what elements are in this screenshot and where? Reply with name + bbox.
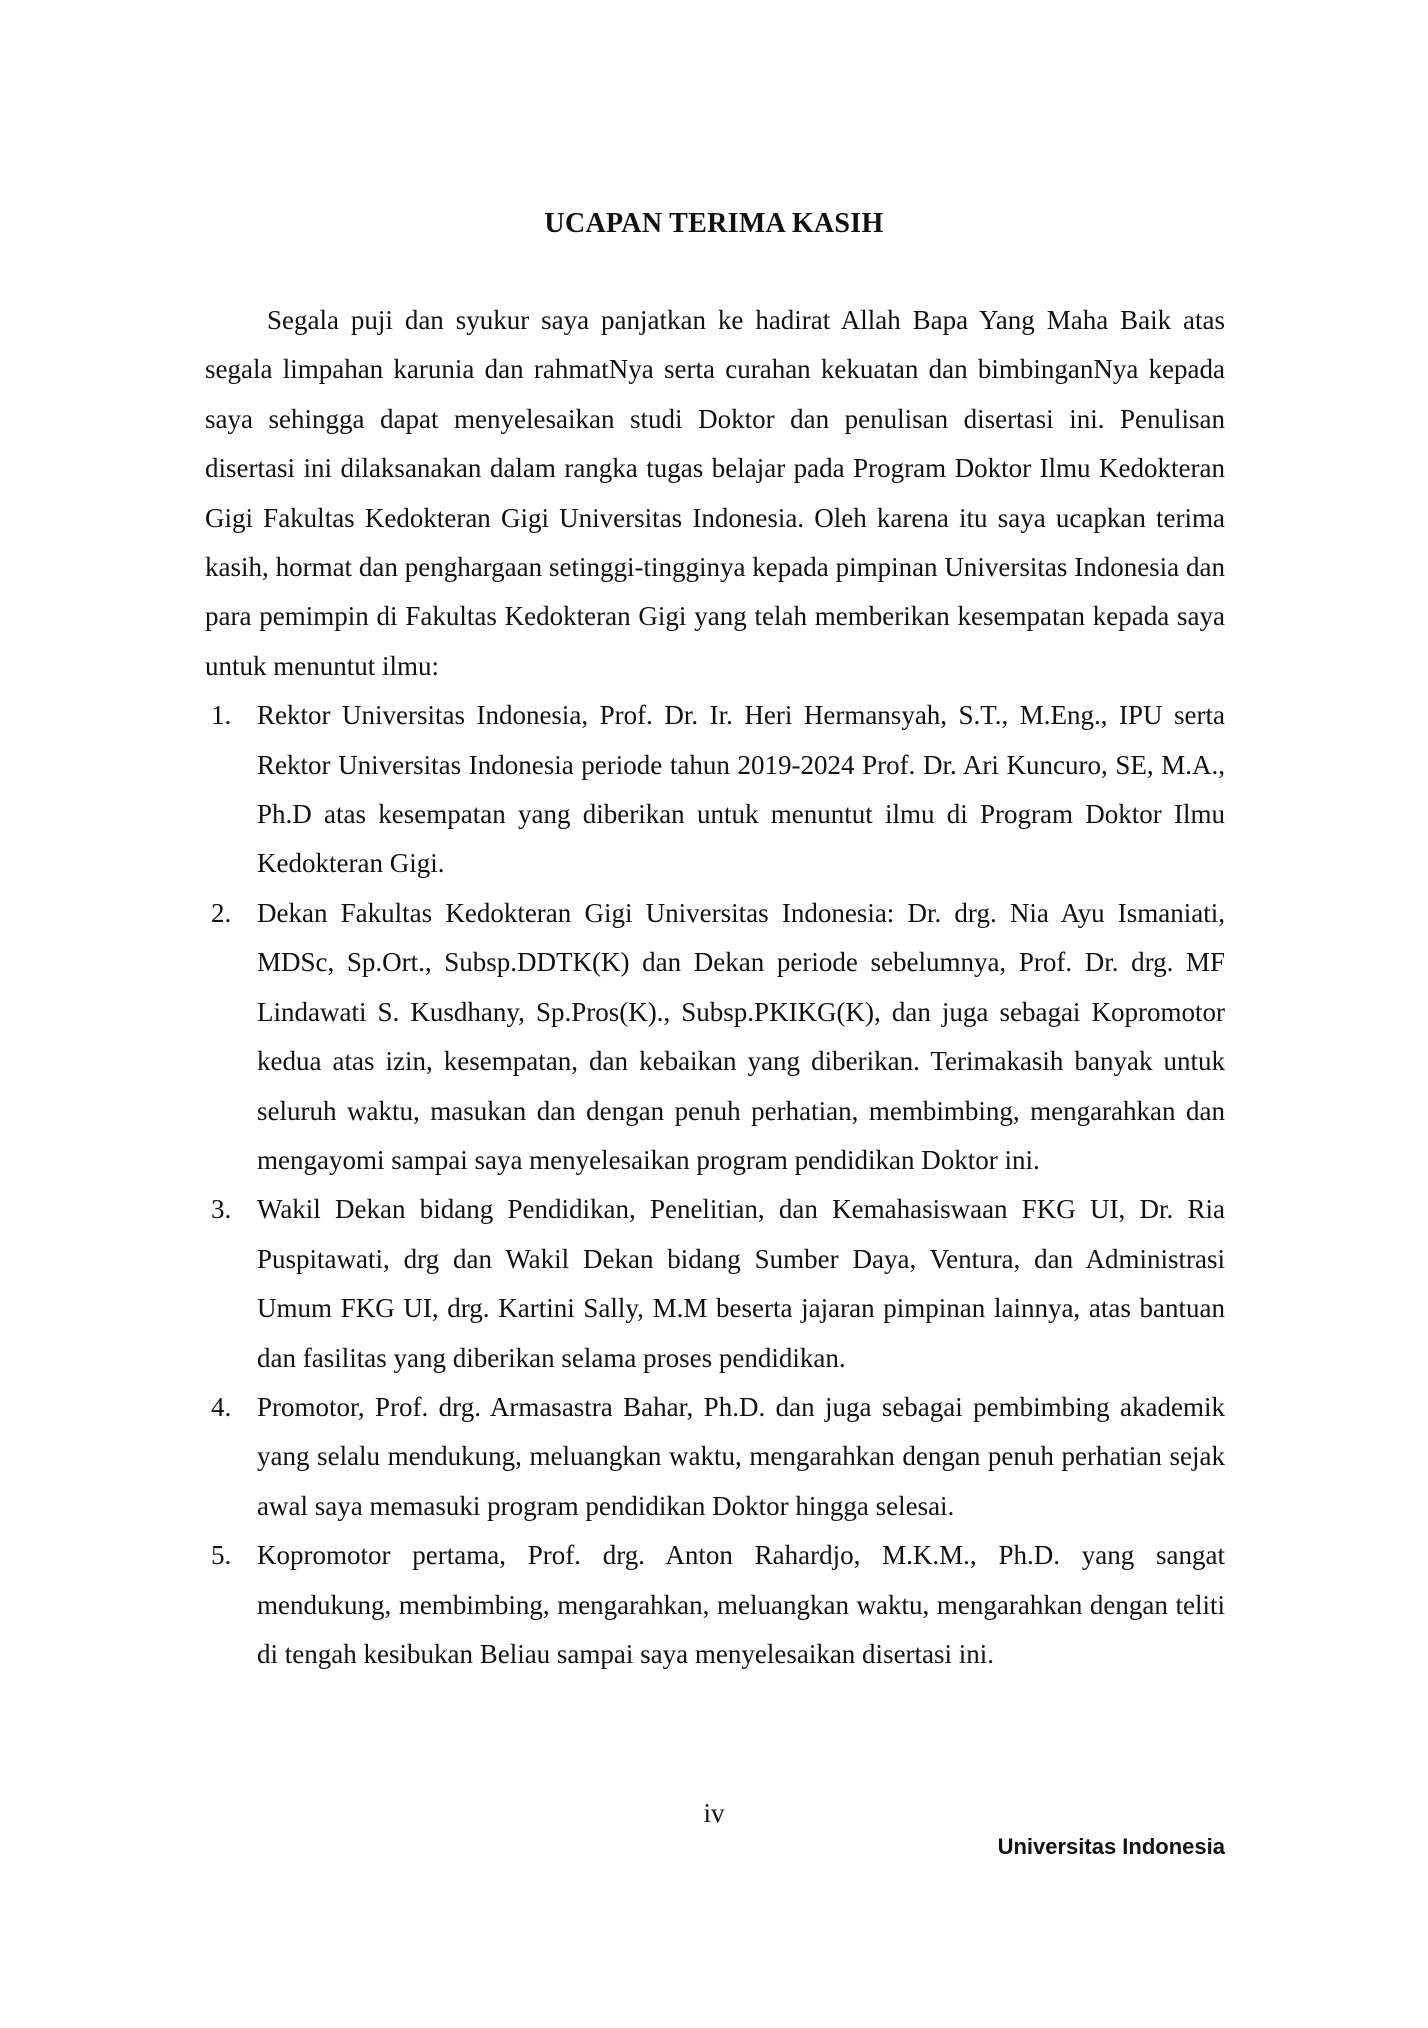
list-item-number: 5.	[211, 1540, 232, 1571]
list-item	[205, 1531, 1225, 1679]
acknowledgement-list	[205, 691, 1225, 1679]
acknowledgement-body	[205, 296, 1225, 1679]
list-item-number: 1.	[211, 700, 232, 731]
page-title: UCAPAN TERIMA KASIH	[544, 208, 884, 239]
list-item-number: 2.	[211, 897, 232, 928]
list-item	[205, 889, 1225, 1185]
list-item-text: Wakil Dekan bidang Pendidikan, Penelitian, dan Kemahasiswaan FKG UI, Dr. Ria Puspitawati, drg dan Wakil Dekan bidang Sumber Daya, Ventura, dan Administrasi Umum FKG UI, drg. Kartini Sally, M.M beserta jajaran pimpinan lainnya, atas bantuan dan fasilitas yang diberikan selama proses pendidikan.	[257, 1194, 1225, 1373]
list-item	[205, 1383, 1225, 1531]
list-item-text: Rektor Universitas Indonesia, Prof. Dr. Ir. Heri Hermansyah, S.T., M.Eng., IPU serta Rektor Universitas Indonesia periode tahun 2019-2024 Prof. Dr. Ari Kuncuro, SE, M.A., Ph.D atas kesempatan yang diberikan untuk menuntut ilmu di Program Doktor Ilmu Kedokteran Gigi.	[257, 700, 1225, 879]
list-item-number: 3.	[211, 1194, 232, 1225]
page-number: iv	[703, 1798, 725, 1828]
intro-paragraph: Segala puji dan syukur saya panjatkan ke hadirat Allah Bapa Yang Maha Baik atas segala limpahan karunia dan rahmatNya serta curahan kekuatan dan bimbinganNya kepada saya sehingga dapat menyelesaikan studi Doktor dan penulisan disertasi ini. Penulisan disertasi ini dilaksanakan dalam rangka tugas belajar pada Program Doktor Ilmu Kedokteran Gigi Fakultas Kedokteran Gigi Universitas Indonesia. Oleh karena itu saya ucapkan terima kasih, hormat dan penghargaan setinggi-tingginya kepada pimpinan Universitas Indonesia dan para pemimpin di Fakultas Kedokteran Gigi yang telah memberikan kesempatan kepada saya untuk menuntut ilmu:	[205, 305, 1225, 681]
list-item	[205, 1185, 1225, 1383]
list-item-text: Kopromotor pertama, Prof. drg. Anton Rahardjo, M.K.M., Ph.D. yang sangat mendukung, membimbing, mengarahkan, meluangkan waktu, mengarahkan dengan teliti di tengah kesibukan Beliau sampai saya menyelesaikan disertasi ini.	[257, 1540, 1225, 1669]
list-item-text: Promotor, Prof. drg. Armasastra Bahar, Ph.D. dan juga sebagai pembimbing akademik yang selalu mendukung, meluangkan waktu, mengarahkan dengan penuh perhatian sejak awal saya memasuki program pendidikan Doktor hingga selesai.	[257, 1391, 1225, 1521]
list-item-number: 4.	[211, 1391, 232, 1422]
list-item-text: Dekan Fakultas Kedokteran Gigi Universitas Indonesia: Dr. drg. Nia Ayu Ismaniati, MDSc, Sp.Ort., Subsp.DDTK(K) dan Dekan periode sebelumnya, Prof. Dr. drg. MF Lindawati S. Kusdhany, Sp.Pros(K)., Subsp.PKIKG(K), dan juga sebagai Kopromotor kedua atas izin, kesempatan, dan kebaikan yang diberikan. Terimakasih banyak untuk seluruh waktu, masukan dan dengan penuh perhatian, membimbing, mengarahkan dan mengayomi sampai saya menyelesaikan program pendidikan Doktor ini.	[257, 897, 1225, 1175]
footer-institution: Universitas Indonesia	[997, 1834, 1225, 1859]
list-item	[205, 691, 1225, 889]
